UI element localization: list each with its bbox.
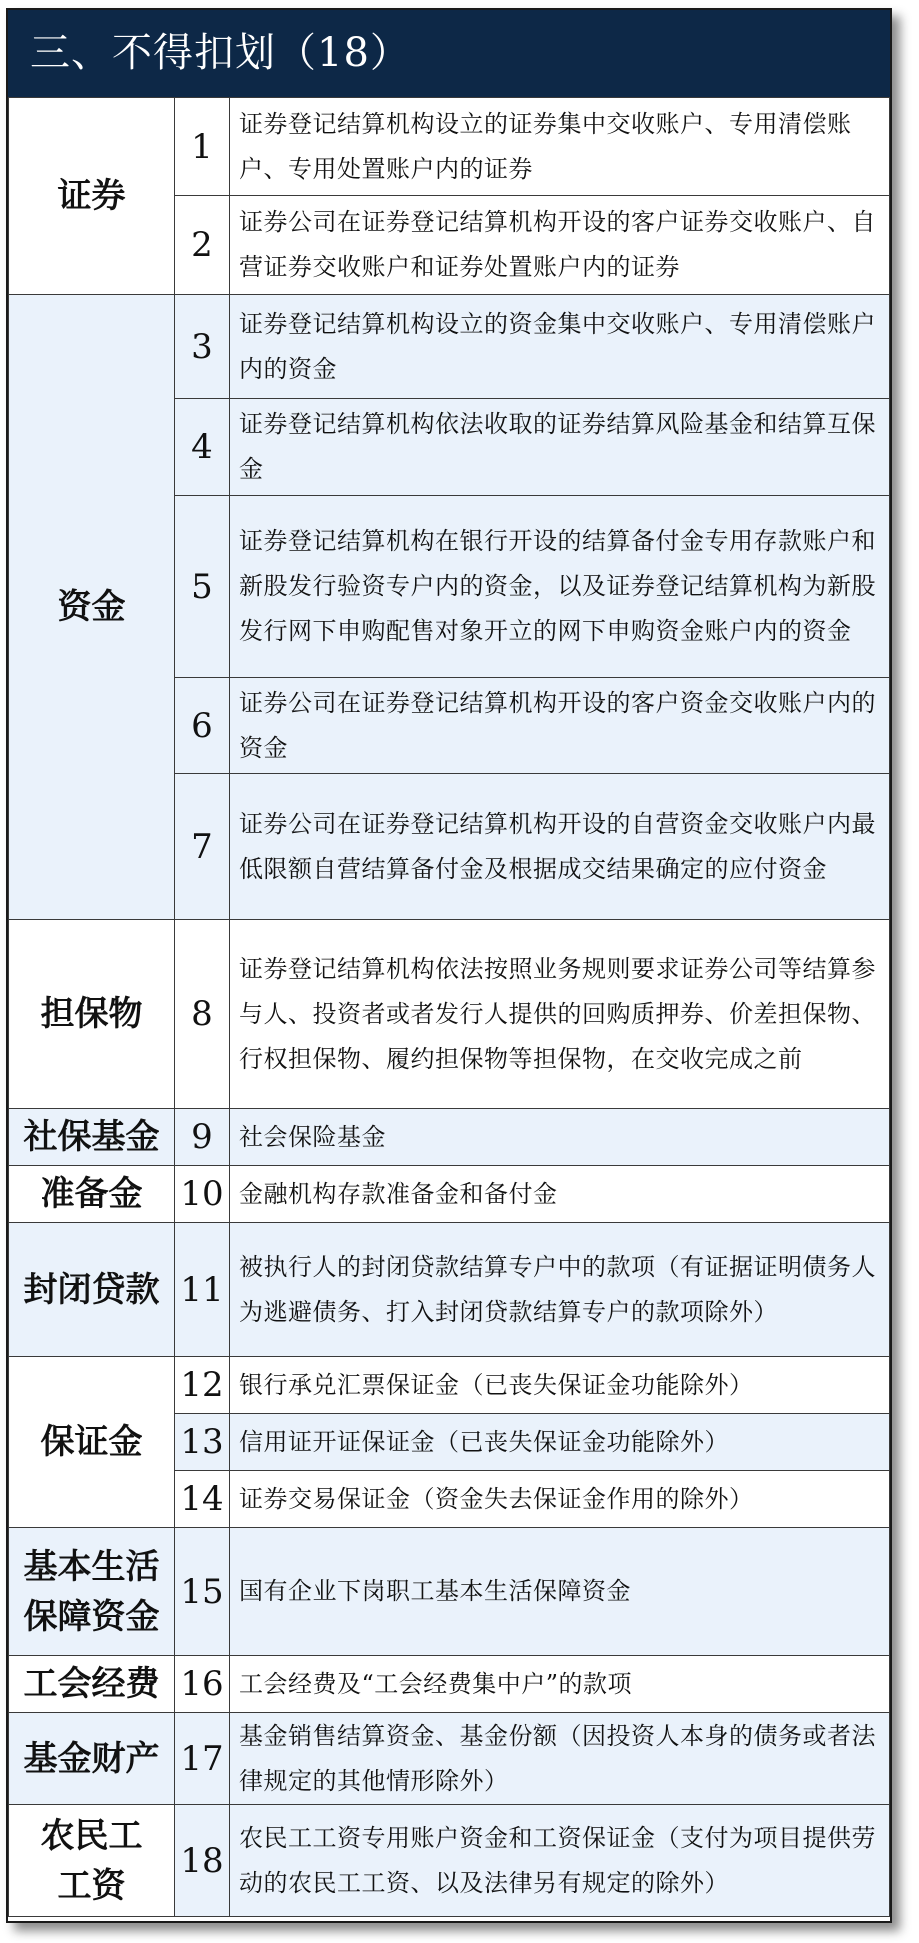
category-cell: 资金 xyxy=(9,295,175,920)
table-row xyxy=(9,295,890,399)
item-number: 12 xyxy=(175,1357,230,1414)
table-row xyxy=(9,1166,890,1223)
item-text: 信用证开证保证金（已丧失保证金功能除外） xyxy=(230,1414,890,1471)
item-number: 18 xyxy=(175,1805,230,1917)
item-text: 被执行人的封闭贷款结算专户中的款项（有证据证明债务人为逃避债务、打入封闭贷款结算专户的款项除外） xyxy=(230,1223,890,1357)
item-text: 银行承兑汇票保证金（已丧失保证金功能除外） xyxy=(230,1357,890,1414)
table-row xyxy=(9,1805,890,1917)
table-row xyxy=(9,1357,890,1414)
table-row xyxy=(9,1528,890,1656)
item-text: 证券登记结算机构设立的资金集中交收账户、专用清偿账户内的资金 xyxy=(230,295,890,399)
item-number: 15 xyxy=(175,1528,230,1656)
item-number: 8 xyxy=(175,920,230,1109)
item-text: 金融机构存款准备金和备付金 xyxy=(230,1166,890,1223)
item-text: 证券登记结算机构设立的证券集中交收账户、专用清偿账户、专用处置账户内的证券 xyxy=(230,98,890,196)
item-text: 证券公司在证券登记结算机构开设的自营资金交收账户内最低限额自营结算备付金及根据成交结果确定的应付资金 xyxy=(230,774,890,920)
non-deductible-table xyxy=(8,97,890,1917)
item-text: 农民工工资专用账户资金和工资保证金（支付为项目提供劳动的农民工工资、以及法律另有规定的除外） xyxy=(230,1805,890,1917)
page-title: 三、不得扣划（18） xyxy=(8,10,890,97)
category-cell: 基金财产 xyxy=(9,1713,175,1805)
item-text: 证券登记结算机构依法按照业务规则要求证券公司等结算参与人、投资者或者发行人提供的回购质押券、价差担保物、行权担保物、履约担保物等担保物，在交收完成之前 xyxy=(230,920,890,1109)
item-text: 证券登记结算机构在银行开设的结算备付金专用存款账户和新股发行验资专户内的资金，以及证券登记结算机构为新股发行网下申购配售对象开立的网下申购资金账户内的资金 xyxy=(230,496,890,678)
table-row xyxy=(9,1109,890,1166)
category-cell: 封闭贷款 xyxy=(9,1223,175,1357)
item-number: 5 xyxy=(175,496,230,678)
item-number: 4 xyxy=(175,399,230,496)
item-number: 11 xyxy=(175,1223,230,1357)
item-text: 证券公司在证券登记结算机构开设的客户证券交收账户、自营证券交收账户和证券处置账户内的证券 xyxy=(230,196,890,295)
category-cell: 工会经费 xyxy=(9,1656,175,1713)
item-number: 3 xyxy=(175,295,230,399)
item-text: 证券登记结算机构依法收取的证券结算风险基金和结算互保金 xyxy=(230,399,890,496)
category-cell xyxy=(9,1805,175,1917)
category-line: 基本生活 xyxy=(23,1546,160,1587)
item-number: 7 xyxy=(175,774,230,920)
item-text: 证券公司在证券登记结算机构开设的客户资金交收账户内的资金 xyxy=(230,678,890,774)
item-number: 17 xyxy=(175,1713,230,1805)
item-text: 基金销售结算资金、基金份额（因投资人本身的债务或者法律规定的其他情形除外） xyxy=(230,1713,890,1805)
card-frame xyxy=(6,8,892,1923)
category-line: 保障资金 xyxy=(23,1596,160,1637)
category-cell: 保证金 xyxy=(9,1357,175,1528)
category-cell: 担保物 xyxy=(9,920,175,1109)
item-text: 工会经费及“工会经费集中户”的款项 xyxy=(230,1656,890,1713)
item-text: 社会保险基金 xyxy=(230,1109,890,1166)
item-text: 国有企业下岗职工基本生活保障资金 xyxy=(230,1528,890,1656)
item-number: 2 xyxy=(175,196,230,295)
category-cell xyxy=(9,1528,175,1656)
item-number: 6 xyxy=(175,678,230,774)
item-number: 14 xyxy=(175,1471,230,1528)
item-number: 13 xyxy=(175,1414,230,1471)
item-text: 证券交易保证金（资金失去保证金作用的除外） xyxy=(230,1471,890,1528)
category-line: 工资 xyxy=(57,1865,126,1906)
category-cell: 社保基金 xyxy=(9,1109,175,1166)
category-cell: 准备金 xyxy=(9,1166,175,1223)
table-row xyxy=(9,920,890,1109)
table-row xyxy=(9,1656,890,1713)
table-row xyxy=(9,98,890,196)
item-number: 1 xyxy=(175,98,230,196)
category-line: 农民工 xyxy=(40,1815,143,1856)
category-cell: 证券 xyxy=(9,98,175,295)
table-row xyxy=(9,1223,890,1357)
table-row xyxy=(9,1713,890,1805)
item-number: 9 xyxy=(175,1109,230,1166)
item-number: 16 xyxy=(175,1656,230,1713)
item-number: 10 xyxy=(175,1166,230,1223)
